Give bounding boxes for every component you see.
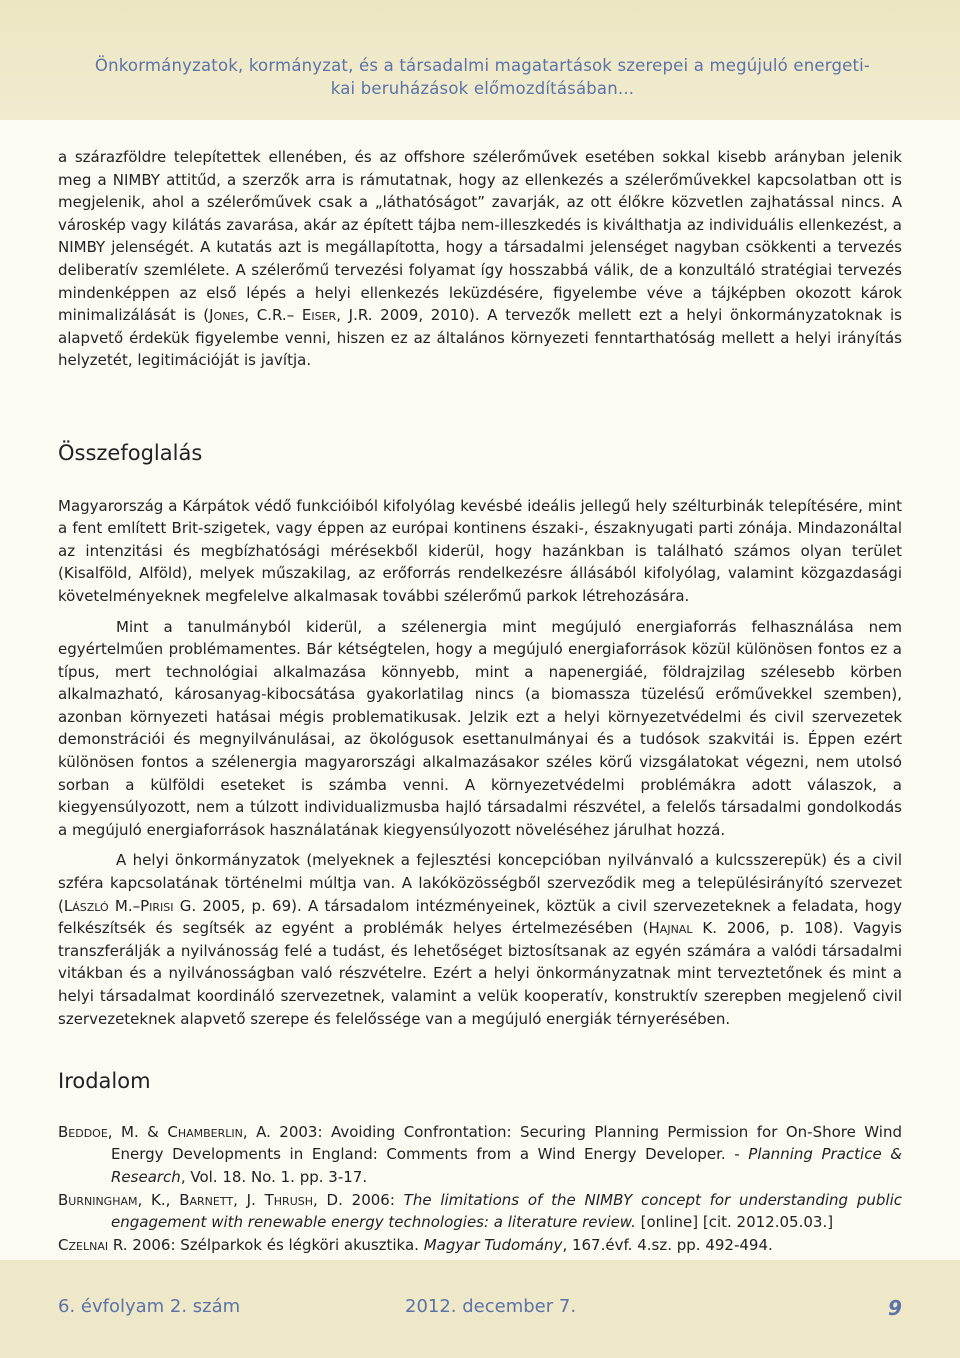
main-content [58,146,902,1256]
reference-item: Burningham, K., Barnett, J. Thrush, D. 2006: The limitations of the NIMBY concept for understanding public engagement with renewable energy technologies: a literature review. [online] [cit. 2012.05.03.] [58,1190,902,1232]
citation-author: Eiser [301,306,337,325]
summary-paragraph-2: Mint a tanulmányból kiderül, a szélenergia mint megújuló energiaforrás felhasználása nem egyértelműen problémamentes. Bár kétségtelen, hogy a megújuló energiaforrások közül különösen fontos ez a típus, mert technológiai alkalmazása könnyebb, mint a napenergiáé, földrajzilag szélesebb körben alkalmazható, károsanyag-kibocsátása gyakorlatilag nincs (a biomassza tüzelésű erőművekkel szemben), azonban környezeti hatásai mégis problematikusak. Jelzik ezt a helyi környezetvédelmi és civil szervezetek demonstrációi és megnyilvánulásai, az ökológusok esettanulmányai és a tudósok szakvitái is. Éppen ezért különösen fontos a szélenergia magyarországi alkalmazásakor széles körű vizsgálatokat végezni, nem utolsó sorban a külföldi eseteket is számba venni. A környezetvédelmi problémákra adott válaszok, a kiegyensúlyozott, nem a túlzott individualizmusba hajló társadalmi részvétel, a felelős társadalmi gondolkodás a megújuló energiaforrások használatának kiegyensúlyozott növeléséhez járulhat hozzá. [58,617,902,839]
citation-author: László [63,896,109,915]
page-number: 9 [888,1296,902,1320]
reference-item: Beddoe, M. & Chamberlin, A. 2003: Avoiding Confrontation: Securing Planning Permission for On-Shore Wind Energy Developments in England: Comments from a Wind Energy Developer. - Planning Practice & Research, Vol. 18. No. 1. pp. 3-17. [58,1122,902,1186]
footer-date: 2012. december 7. [405,1296,577,1317]
summary-paragraph-1: Magyarország a Kárpátok védő funkcióiból kifolyólag kevésbé ideális jellegű hely szélturbinák telepítésére, mint a fent említett Brit-szigetek, vagy éppen az európai kontinens északi-, északnyugati parti zónája. Mindazonáltal az intenzitási és megbízhatósági mérésekből kiderül, hogy hazánkban is található számos olyan terület (Kisalföld, Alföld), melyek műszakilag, az erőforrás rendelkezésre állásából kifolyólag, valamint közgazdasági követelményeknek megfelelve alkalmasak további szélerőmű parkok létrehozására. [58,496,902,605]
citation-author: Hajnal [648,919,693,938]
running-header [60,54,905,100]
running-title-line1: Önkormányzatok, kormányzat, és a társadalmi magatartások szerepei a megújuló energeti- [94,56,871,75]
footer-issue: 6. évfolyam 2. szám [58,1296,241,1317]
section-heading-references: Irodalom [58,1069,151,1094]
reference-item: Czelnai R. 2006: Szélparkok és légköri akusztika. Magyar Tudomány, 167.évf. 4.sz. pp. 492-494. [58,1235,773,1254]
citation-author: Pirisi [140,896,174,915]
summary-paragraph-3: A helyi önkormányzatok (melyeknek a fejlesztési koncepcióban nyilvánvaló a kulcsszerepük) és a civil szféra kapcsolatának történelmi múltja van. A lakóközösségből szerveződik meg a településirányító szervezet (László M.–Pirisi G. 2005, p. 69). A társadalom intézményeinek, köztük a civil szervezeteknek a feladata, hogy felkészítsék és segítsék az egyént a problémák helyes értelmezésében (Hajnal K. 2006, p. 108). Vagyis transzferálják a nyilvánosság felé a tudást, és lehetőséget biztosítsanak az egyén számára a valódi társadalmi vitákban és a nyilvánosságban való részvételre. Ezért a helyi önkormányzatnak mint terveztetőnek és mint a helyi társadalmat koordináló szervezetnek, valamint a velük kooperatív, konstruktív szerepben megjelenő civil szervezeteknek alapvető szerepe és felelőssége van a megújuló energiák térnyerésében. [58,851,902,1028]
citation-author: Jones [209,306,245,325]
section-heading-summary: Összefoglalás [58,440,203,465]
running-title-line2: kai beruházások előmozdításában... [330,79,635,98]
online-link[interactable]: [online] [cit. 2012.05.03.] [635,1213,834,1232]
body-paragraph: a szárazföldre telepítettek ellenében, és az offshore szélerőművek esetében sokkal kisebb arányban jelenik meg a NIMBY attitűd, a szerzők arra is rámutatnak, hogy az ellenkezés a szélerőművekkel kapcsolatban ott is megjelenik, ahol a szélerőművek csak a „láthatóságot” zavarják, az ott élőkre közvetlen zajhatással nincs. A városkép vagy kilátás zavarása, akár az épített tájba nem-illeszkedés is kiválthatja az individuális ellenkezést, a NIMBY jelenségét. A kutatás azt is megállapította, hogy a társadalmi jelenséget nagyban csökkenti a tervezés deliberatív szemlélete. A szélerőmű tervezési folyamat így hosszabbá válik, de a konzultáló stratégiai tervezés mindenképpen az első lépés a helyi ellenkezés leküzdésére, figyelembe véve a tájképben okozott károk minimalizálását is (Jones, C.R.– Eiser, J.R. 2009, 2010). A tervezők mellett ezt a helyi önkormányzatoknak is alapvető érdekük figyelembe venni, hiszen ez az általános környezeti fenntarthatóság mellett a helyi irányítás helyzetét, legitimációját is javítja. [58,148,902,370]
